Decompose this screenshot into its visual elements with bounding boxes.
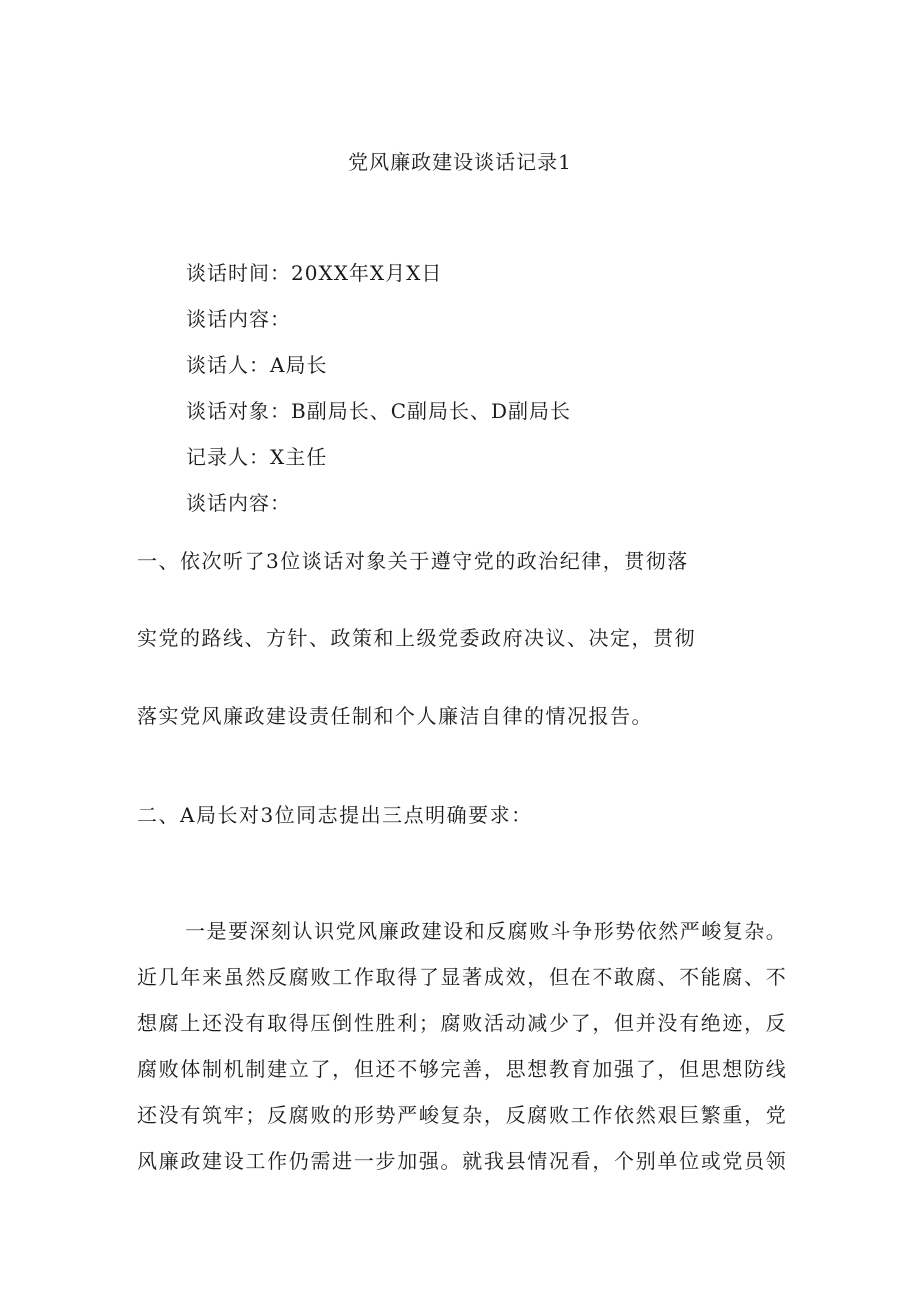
body-paragraph xyxy=(137,908,787,1184)
meta-target-value: B副局长、C副局长、D副局长 xyxy=(291,399,572,423)
meta-speaker xyxy=(186,349,327,378)
body-line: 还没有筑牢；反腐败的形势严峻复杂，反腐败工作依然艰巨繁重，党 xyxy=(137,1103,787,1127)
body-line: 风廉政建设工作仍需进一步加强。就我县情况看，个别单位或党员领 xyxy=(137,1149,787,1173)
section2-line1: 二、A局长对3位同志提出三点明确要求： xyxy=(137,803,533,827)
meta-time-value: 20XX年X月X日 xyxy=(291,261,443,285)
meta-recorder-value: X主任 xyxy=(270,445,328,469)
meta-time xyxy=(186,257,442,286)
meta-content-1 xyxy=(186,303,291,332)
meta-content-2-label: 谈话内容： xyxy=(186,491,291,515)
section1-line1: 一、依次听了3位谈话对象关于遵守党的政治纪律，贯彻落 xyxy=(137,549,689,573)
body-line: 腐败体制机制建立了，但还不够完善，思想教育加强了，但思想防线 xyxy=(137,1057,787,1081)
body-line: 一是要深刻认识党风廉政建设和反腐败斗争形势依然严峻复杂。 xyxy=(185,919,787,943)
section1-line2: 实党的路线、方针、政策和上级党委政府决议、决定，贯彻 xyxy=(137,626,696,650)
body-line: 近几年来虽然反腐败工作取得了显著成效，但在不敢腐、不能腐、不 xyxy=(137,965,787,989)
meta-content-2 xyxy=(186,487,291,516)
section1-line3: 落实党风廉政建设责任制和个人廉洁自律的情况报告。 xyxy=(137,704,653,728)
meta-content-1-label: 谈话内容： xyxy=(186,307,291,331)
body-line: 想腐上还没有取得压倒性胜利；腐败活动减少了，但并没有绝迹，反 xyxy=(137,1011,787,1035)
meta-recorder-label: 记录人： xyxy=(186,445,270,469)
document-title: 党风廉政建设谈话记录1 xyxy=(348,150,572,174)
meta-target xyxy=(186,395,571,424)
meta-speaker-value: A局长 xyxy=(270,353,328,377)
meta-speaker-label: 谈话人： xyxy=(186,353,270,377)
meta-recorder xyxy=(186,441,327,470)
meta-target-label: 谈话对象： xyxy=(186,399,291,423)
meta-time-label: 谈话时间： xyxy=(186,261,291,285)
